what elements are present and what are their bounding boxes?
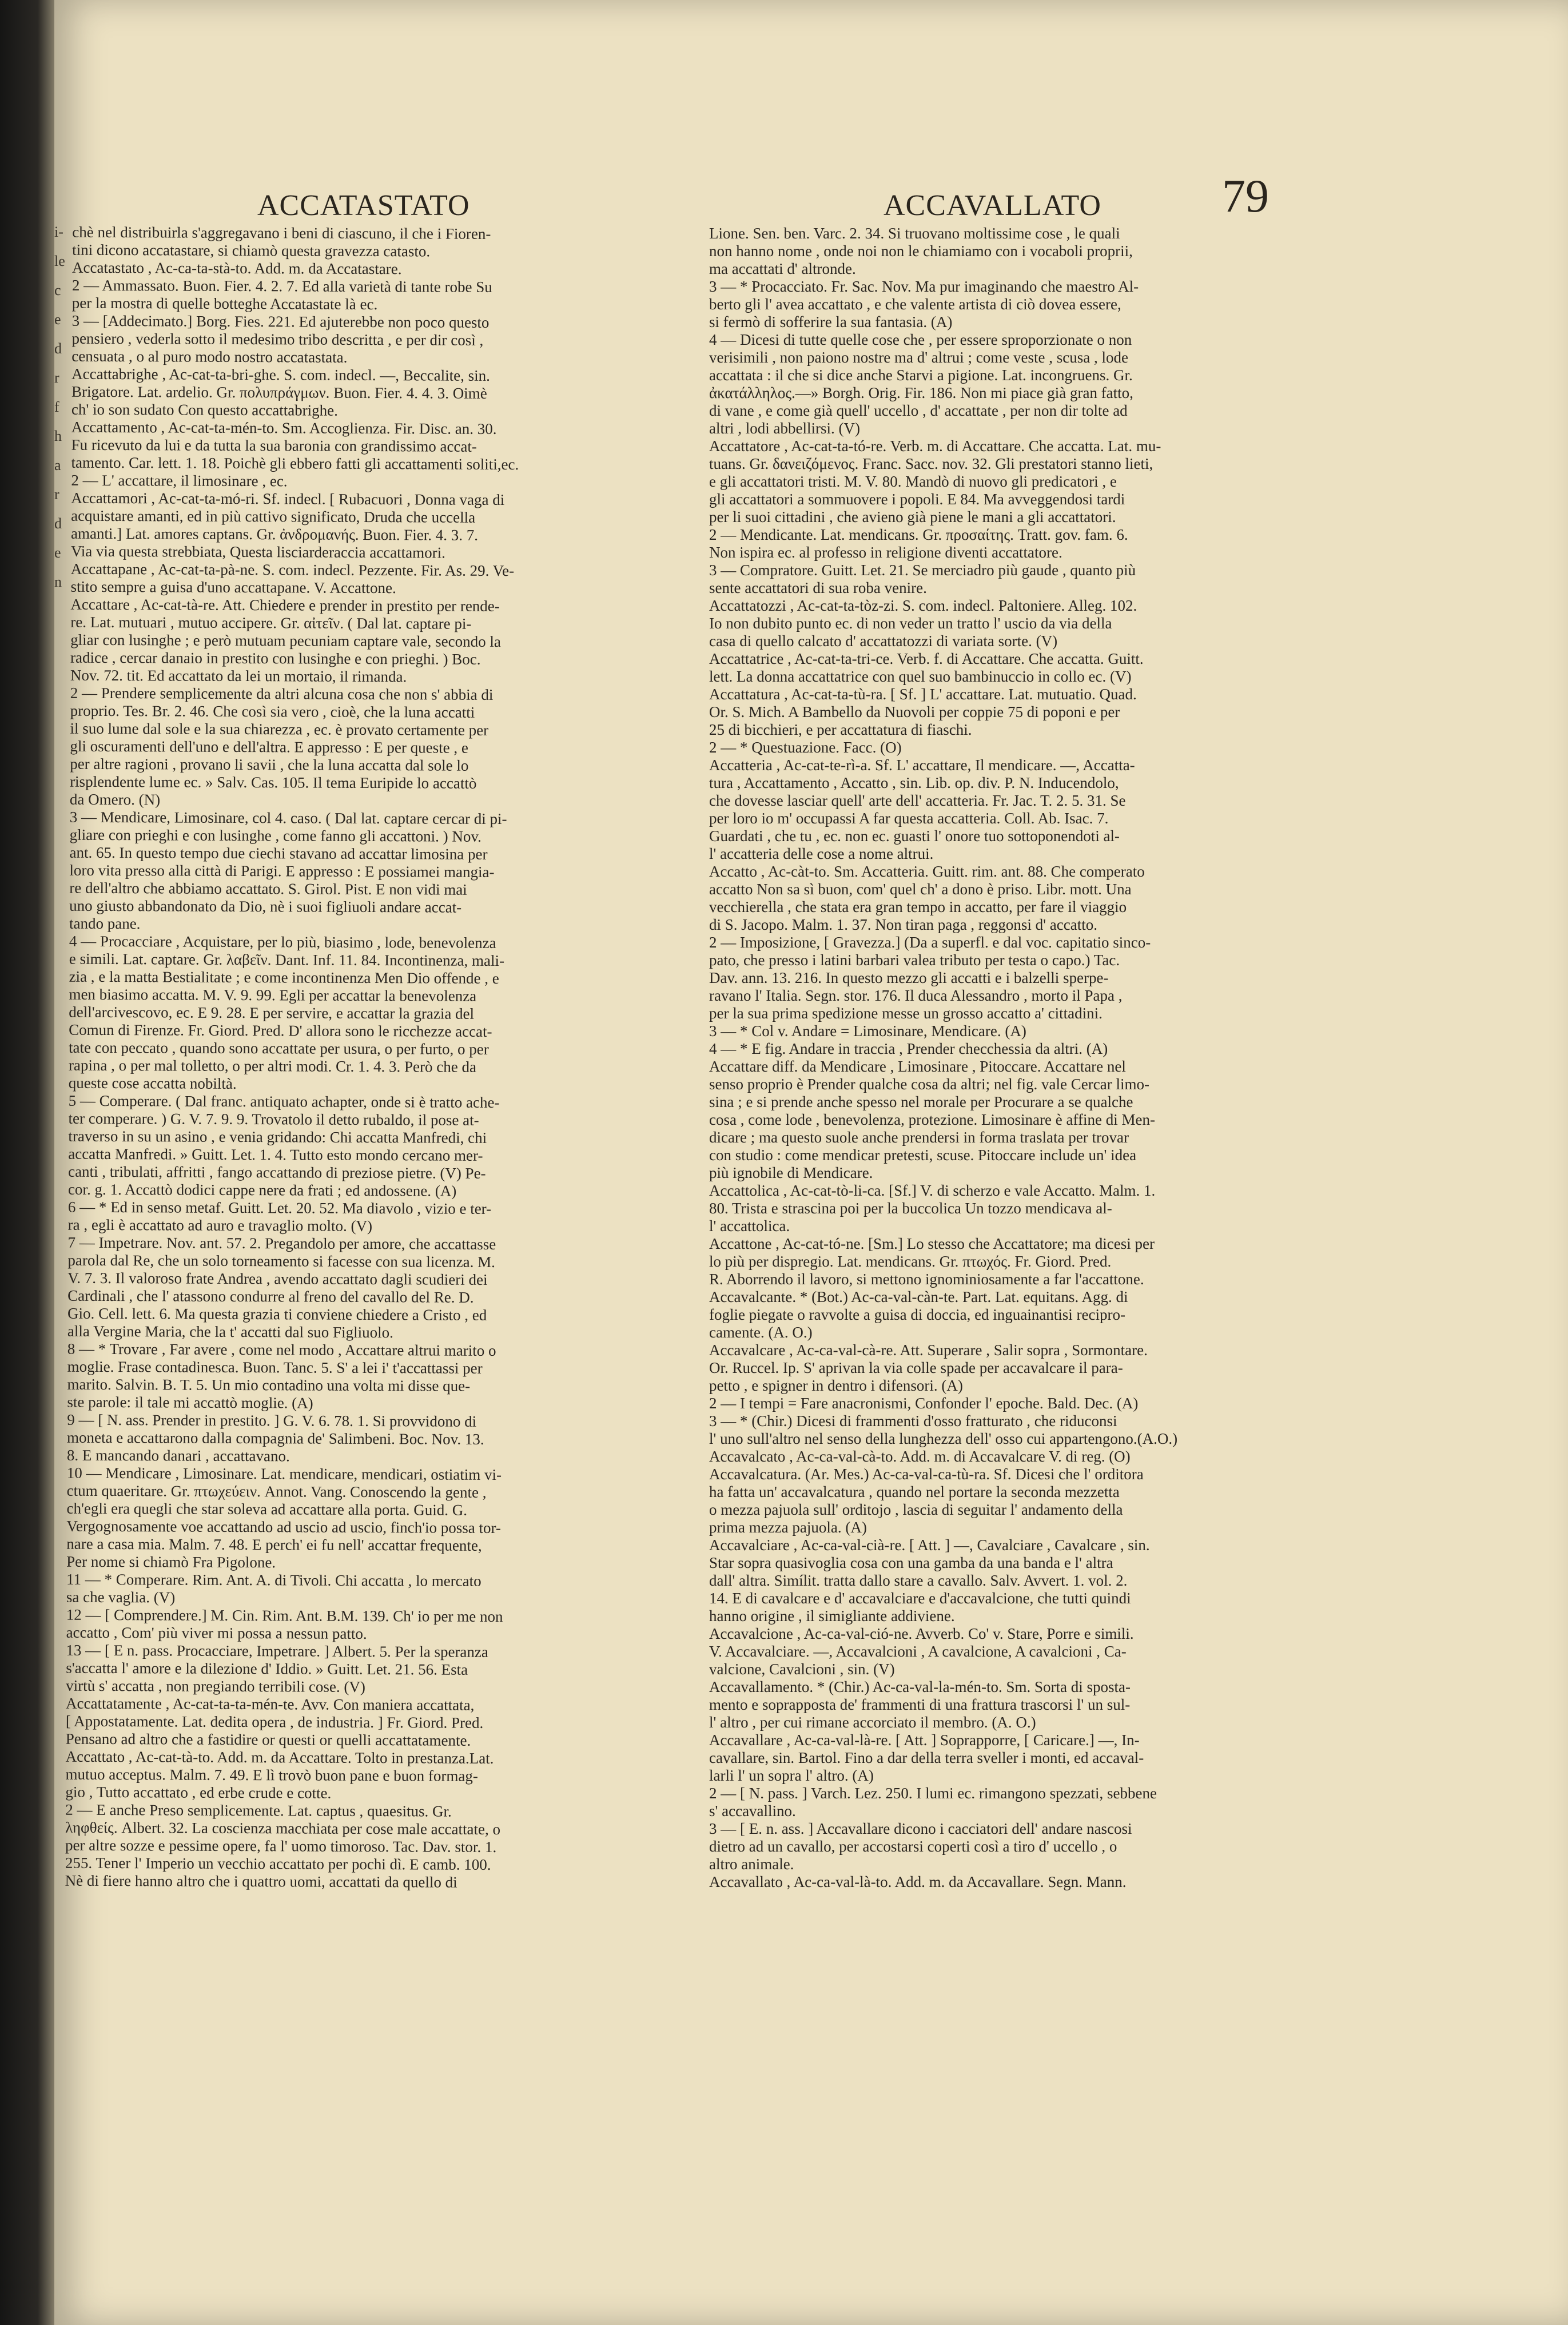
entry-line: di vane , e come già quell' uccello , d' accattate , per non dir tolte ad [709, 402, 1128, 419]
entry-line: 3 — [Addecimato.] Borg. Fies. 221. Ed ajuterebbe non poco questo [71, 312, 489, 331]
entry-line: l' accattolica. [709, 1217, 790, 1235]
entry-line: Accavallare , Ac-ca-val-là-re. [ Att. ] Soprapporre, [ Caricare.] —, In- [709, 1731, 1140, 1749]
left-column-header: ACCATASTATO [257, 189, 470, 222]
entry-line: Accatto , Ac-càt-to. Sm. Accatteria. Guitt. rim. ant. 88. Che comperato [709, 863, 1145, 880]
entry-line: valcione, Cavalcioni , sin. (V) [709, 1661, 895, 1678]
entry-line: berto gli l' avea accattato , e che valente artista di ciò dovea essere, [709, 296, 1121, 313]
entry-line: ra , egli è accattato ad auro e travaglio molto. (V) [67, 1216, 373, 1235]
entry-line: Accattare , Ac-cat-tà-re. Att. Chiedere e prender in prestito per rende- [70, 595, 500, 615]
entry-line: sente accattatori di sua roba venire. [709, 579, 927, 596]
entry-line: cor. g. 1. Accattò dodici cappe nere da frati ; ed andossene. (A) [67, 1180, 457, 1200]
entry-line: Or. S. Mich. A Bambello da Nuovoli per coppie 75 di poponi e per [709, 703, 1120, 720]
entry-line: Accattapane , Ac-cat-ta-pà-ne. S. com. indecl. Pezzente. Fir. As. 29. Ve- [70, 560, 515, 580]
entry-line: 2 — Prendere semplicemente da altri alcuna cosa che non s' abbia di [70, 684, 494, 703]
entry-line: per altre ragioni , provano li savii , che la luna accatta dal sole lo [70, 755, 469, 774]
entry-line: cavallare, sin. Bartol. Fino a dar della terra sveller i monti, ed accaval- [709, 1749, 1144, 1766]
entry-line: foglie piegate o ravvolte a guisa di doccia, ed inguainantisi recipro- [709, 1306, 1125, 1323]
entry-line: gli accattatori a sommuovere i popoli. E 84. Ma avveggendosi tardi [709, 491, 1125, 508]
entry-line: e simili. Lat. captare. Gr. λαβεῖν. Dant. Inf. 11. 84. Incontinenza, mali- [69, 950, 505, 970]
entry-line: nare a casa mia. Malm. 7. 48. E perch' ei fu nell' accattar frequente, [66, 1535, 482, 1554]
entry-line: l' uno sull'altro nel senso della lunghezza dell' osso cui appartengono.(A.O.) [709, 1430, 1178, 1447]
entry-line: 3 — * Col v. Andare = Limosinare, Mendicare. (A) [709, 1022, 1026, 1040]
entry-line: 3 — * Procacciato. Fr. Sac. Nov. Ma pur imaginando che maestro Al- [709, 278, 1139, 295]
entry-line: Accattatrice , Ac-cat-ta-tri-ce. Verb. f. di Accattare. Che accatta. Guitt. [709, 650, 1144, 667]
entry-line: Accattamento , Ac-cat-ta-mén-to. Sm. Accoglienza. Fir. Disc. an. 30. [71, 418, 497, 437]
entry-line: censuata , o al puro modo nostro accatastata. [71, 347, 348, 366]
entry-line: Accattato , Ac-cat-tà-to. Add. m. da Accattare. Tolto in prestanza.Lat. [65, 1747, 494, 1767]
entry-line: alla Vergine Maria, che la t' accatti dal suo Figliuolo. [67, 1322, 393, 1341]
entry-line: Accavalcione , Ac-ca-val-ció-ne. Avverb. Co' v. Stare, Porre e simili. [709, 1625, 1134, 1642]
entry-line: 3 — Mendicare, Limosinare, col 4. caso. ( Dal lat. captare cercar di pi- [69, 808, 507, 828]
entry-line: l' accatteria delle cose a nome altrui. [709, 845, 934, 862]
entry-line: Per nome si chiamò Fra Pigolone. [66, 1552, 276, 1571]
entry-line: Fu ricevuto da lui e da tutta la sua baronia con grandissimo accat- [71, 436, 477, 455]
entry-line: 2 — Mendicante. Lat. mendicans. Gr. προσαίτης. Tratt. gov. fam. 6. [709, 526, 1128, 543]
entry-line: Accavallato , Ac-ca-val-là-to. Add. m. da Accavallare. Segn. Mann. [709, 1873, 1127, 1890]
entry-line: re dell'altro che abbiamo accattato. S. Girol. Pist. E non vidi mai [69, 879, 467, 898]
entry-line: con studio : come mendicar pretesti, scuse. Pitoccare include un' idea [709, 1146, 1137, 1164]
entry-line: tamento. Car. lett. 1. 18. Poichè gli ebbero fatti gli accattamenti soliti,ec. [71, 453, 519, 473]
entry-line: 2 — Imposizione, [ Gravezza.] (Da a superfl. e dal voc. capitatio sinco- [709, 934, 1151, 951]
entry-line: 2 — [ N. pass. ] Varch. Lez. 250. I lumi ec. rimangono spezzati, sebbene [709, 1785, 1157, 1802]
entry-line: 2 — * Questuazione. Facc. (O) [709, 739, 902, 756]
entry-line: dicare ; ma questo suole anche prendersi in forma traslata per trovar [709, 1129, 1129, 1146]
entry-line: dall' altra. Simílit. tratta dallo stare a cavallo. Salv. Avvert. 1. vol. 2. [709, 1572, 1128, 1589]
entry-line: [ Appostatamente. Lat. dedita opera , de industria. ] Fr. Giord. Pred. [65, 1712, 484, 1731]
entry-line: 8. E mancando danari , accattavano. [66, 1446, 290, 1465]
entry-line: virtù s' accatta , non pregiando terribili cose. (V) [66, 1677, 365, 1695]
entry-line: Pensano ad altro che a fastidire or questi or quelli accattatamente. [65, 1730, 471, 1749]
entry-line: Accavalciare , Ac-ca-val-cià-re. [ Att. ] —, Cavalciare , Cavalcare , sin. [709, 1536, 1150, 1554]
entry-line: senso proprio è Prender qualche cosa da altri; nel fig. vale Cercar limo- [709, 1076, 1149, 1093]
right-dictionary-column [709, 225, 1327, 1891]
entry-line: per la mostra di quelle botteghe Accatastate là ec. [71, 294, 378, 313]
entry-line: proprio. Tes. Br. 2. 46. Che così sia vero , cioè, che la luna accatti [70, 702, 475, 721]
entry-line: tura , Accattamento , Accatto , sin. Lib. op. div. P. N. Inducendolo, [709, 774, 1119, 791]
entry-line: 25 di bicchieri, e per accattatura di fiaschi. [709, 721, 972, 738]
entry-line: Non ispira ec. al professo in religione diventi accattatore. [709, 544, 1062, 561]
entry-line: 13 — [ E n. pass. Procacciare, Impetrare. ] Albert. 5. Per la speranza [66, 1641, 488, 1661]
entry-line: tuans. Gr. δανειζόμενος. Franc. Sacc. nov. 32. Gli prestatori stanno lieti, [709, 455, 1153, 472]
entry-line: casa di quello calcato d' accattatozzi di variata sorte. (V) [709, 632, 1058, 650]
entry-line: zia , e la matta Bestialitate ; e come incontinenza Men Dio offende , e [69, 968, 499, 987]
entry-line: Accattatozzi , Ac-cat-ta-tòz-zi. S. com. indecl. Paltoniere. Alleg. 102. [709, 597, 1137, 614]
entry-line: Nè di fiere hanno altro che i quattro uomi, accattati da quello di [65, 1872, 457, 1891]
entry-line: ctum quaeritare. Gr. πτωχεύειν. Annot. Vang. Conoscendo la gente , [66, 1482, 487, 1501]
entry-line: gliare con prieghi e con lusinghe , come fanno gli accattoni. ) Nov. [69, 826, 482, 845]
entry-line: camente. (A. O.) [709, 1324, 813, 1341]
entry-line: l' altro , per cui rimane accorciato il membro. (A. O.) [709, 1714, 1036, 1731]
entry-line: Guardati , che tu , ec. non ec. guasti l' onore tuo sottoponendoti al- [709, 827, 1120, 845]
entry-line: accattata : il che si dice anche Starvi a pigione. Lat. incongruens. Gr. [709, 367, 1133, 384]
entry-line: 255. Tener l' Imperio un vecchio accattato per pochi dì. E camb. 100. [65, 1854, 491, 1873]
entry-line: 7 — Impetrare. Nov. ant. 57. 2. Pregandolo per amore, che accattasse [67, 1233, 496, 1253]
entry-line: e gli accattatori tristi. M. V. 80. Mandò di nuovo gli predicatori , e [709, 473, 1117, 490]
entry-line: Nov. 72. tit. Ed accattato da lei un mortaio, il rimanda. [70, 666, 407, 686]
entry-line: 8 — * Trovare , Far avere , come nel modo , Accattare altrui marito o [67, 1340, 496, 1359]
entry-line: che dovesse lasciar quell' arte dell' accatteria. Fr. Jac. T. 2. 5. 31. Se [709, 792, 1126, 809]
entry-line: dell'arcivescovo, ec. E 9. 28. E per servire, e accattar la grazia del [69, 1003, 475, 1022]
entry-line: prima mezza pajuola. (A) [709, 1519, 867, 1536]
entry-line: Lione. Sen. ben. Varc. 2. 34. Si truovano moltissime cose , le quali [709, 225, 1120, 242]
entry-line: Accavalcatura. (Ar. Mes.) Ac-ca-val-ca-tù-ra. Sf. Dicesi che l' orditora [709, 1466, 1144, 1483]
entry-line: ste parole: il tale mi accattò moglie. (A) [67, 1393, 313, 1412]
entry-line: da Omero. (N) [69, 790, 161, 809]
entry-line: ter comperare. ) G. V. 7. 9. 9. Trovatolo il detto rubaldo, il pose at- [68, 1109, 479, 1129]
entry-line: canti , tribulati, affritti , fango accattando di preziose pietre. (V) Pe- [68, 1162, 486, 1182]
entry-line: cosa , come lode , benevolenza, protezione. Limosinare è affine di Men- [709, 1111, 1155, 1128]
entry-line: ma accattati d' altronde. [709, 260, 856, 277]
entry-line: Accattare diff. da Mendicare , Limosinare , Pitoccare. Accattare nel [709, 1058, 1126, 1075]
entry-line: mento e soprapposta de' frammenti di una frattura trascorsi l' un sul- [709, 1696, 1131, 1713]
entry-line: pensiero , vederla sotto il medesimo tribo descritta , e per dir così , [71, 329, 484, 349]
entry-line: Io non dubito punto ec. di non veder un tratto l' uscio da via della [709, 615, 1112, 632]
entry-line: mutuo acceptus. Malm. 7. 49. E lì trovò buon pane e buon formag- [65, 1765, 478, 1785]
entry-line: Star sopra quasivoglia cosa con una gamba da una banda e l' altra [709, 1554, 1113, 1571]
entry-line: Accattatore , Ac-cat-ta-tó-re. Verb. m. di Accattare. Che accatta. Lat. mu- [709, 437, 1161, 455]
entry-line: Dav. ann. 13. 216. In questo mezzo gli accatti e i balzelli sperpe- [709, 969, 1109, 986]
entry-line: 3 — [ E. n. ass. ] Accavallare dicono i cacciatori dell' andare nascosi [709, 1820, 1132, 1837]
entry-line: petto , e spigner in dentro i difensori. (A) [709, 1377, 963, 1394]
previous-page-gutter-fragments: i- le c e d r f h a r d e n [54, 224, 65, 590]
entry-line: Comun di Firenze. Fr. Giord. Pred. D' allora sono le ricchezze accat- [69, 1021, 492, 1040]
entry-line: ch'egli era quegli che star soleva ad accattare alla porta. Guid. G. [66, 1499, 468, 1519]
entry-line: ant. 65. In questo tempo due ciechi stavano ad accattar limosina per [69, 843, 488, 863]
entry-line: tini dicono accatastare, si chiamò questa gravezza catasto. [72, 241, 431, 260]
entry-line: Accavalcare , Ac-ca-val-cà-re. Att. Superare , Salir sopra , Sormontare. [709, 1341, 1148, 1359]
entry-line: accatto Non sa sì buon, com' quel ch' a dono è priso. Libr. mott. Una [709, 881, 1132, 898]
entry-line: 80. Trista e strascina poi per la buccolica Un tozzo mendicava al- [709, 1200, 1112, 1217]
entry-line: lo più per dispregio. Lat. mendicans. Gr. πτωχός. Fr. Giord. Pred. [709, 1253, 1112, 1270]
entry-line: parola dal Re, che un solo torneamento si facesse con sua licenza. M. [67, 1251, 495, 1271]
entry-line: Accattone , Ac-cat-tó-ne. [Sm.] Lo stesso che Accattatore; ma dicesi per [709, 1235, 1155, 1252]
entry-line: non hanno nome , onde noi non le chiamiamo con i vocaboli proprii, [709, 242, 1133, 260]
entry-line: gli oscuramenti dell'uno e dell'altra. E appresso : E per queste , e [70, 737, 468, 757]
entry-line: Accavallamento. * (Chir.) Ac-ca-val-la-mén-to. Sm. Sorta di sposta- [709, 1678, 1131, 1695]
entry-line: per la sua prima spedizione messe un grosso accatto a' cittadini. [709, 1005, 1103, 1022]
entry-line: sa che vaglia. (V) [66, 1588, 176, 1606]
entry-line: s' accavallino. [709, 1802, 796, 1820]
entry-line: acquistare amanti, ed in più cattivo significato, Druda che uccella [71, 507, 476, 526]
entry-line: 12 — [ Comprendere.] M. Cin. Rim. Ant. B.M. 139. Ch' io per me non [66, 1606, 503, 1626]
entry-line: 2 — I tempi = Fare anacronismi, Confonder l' epoche. Bald. Dec. (A) [709, 1395, 1139, 1412]
entry-line: per li suoi cittadini , che avieno già piene le mani a gli accattatori. [709, 508, 1116, 525]
entry-line: radice , cercar danaio in prestito con lusinghe e con prieghi. ) Boc. [70, 648, 481, 668]
entry-line: moglie. Frase contadinesca. Buon. Tanc. 5. S' a lei i' t'accattassi per [67, 1357, 483, 1377]
entry-line: tando pane. [69, 914, 141, 933]
entry-line: risplendente lume ec. » Salv. Cas. 105. Il tema Euripide lo accattò [70, 773, 477, 792]
entry-line: Accatteria , Ac-cat-te-rì-a. Sf. L' accattare, Il mendicare. —, Accatta- [709, 757, 1135, 774]
entry-line: lett. La donna accattatrice con quel suo bambinuccio in collo ec. (V) [709, 668, 1132, 685]
entry-line: Or. Ruccel. Ip. S' aprivan la via colle spade per accavalcare il para- [709, 1359, 1123, 1376]
entry-line: Accavalcato , Ac-ca-val-cà-to. Add. m. di Accavalcare V. di reg. (O) [709, 1448, 1131, 1465]
page-number: 79 [1222, 170, 1269, 222]
entry-line: 2 — Ammassato. Buon. Fier. 4. 2. 7. Ed alla varietà di tante robe Su [71, 276, 492, 296]
entry-line: men biasimo accatta. M. V. 9. 99. Egli per accattar la benevolenza [69, 985, 477, 1005]
entry-line: altri , lodi abbellirsi. (V) [709, 420, 860, 437]
entry-line: Cardinali , che l' atassono condurre al freno del cavallo del Re. D. [67, 1287, 474, 1306]
right-column-header: ACCAVALLATO [884, 189, 1101, 222]
entry-line: loro vita presso alla città di Parigi. E appresso : E possiamei mangia- [69, 861, 495, 881]
entry-line: Via via questa strebbiata, Questa lisciarderaccia accattamori. [70, 542, 445, 562]
entry-line: moneta e accattarono dalla compagnia de' Salimbeni. Boc. Nov. 13. [67, 1428, 484, 1448]
entry-line: stito sempre a guisa d'uno accattapane. V. Accattone. [70, 578, 396, 597]
entry-line: Accatastato , Ac-ca-ta-stà-to. Add. m. da Accatastare. [71, 258, 402, 278]
entry-line: per altre sozze e pessime opere, fa l' uomo timoroso. Tac. Dav. stor. 1. [65, 1836, 497, 1856]
left-dictionary-column [65, 224, 673, 1893]
entry-line: re. Lat. mutuari , mutuo accipere. Gr. αἰτεῖν. ( Dal lat. captare pi- [70, 613, 472, 632]
entry-line: Accattamori , Ac-cat-ta-mó-ri. Sf. indecl. [ Rubacuori , Donna vaga di [71, 489, 505, 509]
entry-line: 2 — E anche Preso semplicemente. Lat. captus , quaesitus. Gr. [65, 1801, 452, 1820]
book-page [54, 0, 1568, 2325]
entry-line: Vergognosamente voe accattando ad uscio ad uscio, finch'io possa tor- [66, 1517, 502, 1537]
entry-line: Accavalcante. * (Bot.) Ac-ca-val-càn-te. Part. Lat. equitans. Agg. di [709, 1288, 1128, 1305]
entry-line: queste cose accatta nobiltà. [68, 1074, 237, 1092]
entry-line: ch' io son sudato Con questo accattabrighe. [71, 400, 339, 419]
entry-line: 4 — Procacciare , Acquistare, per lo più, biasimo , lode, benevolenza [69, 932, 496, 952]
entry-line: per loro io m' occupassi A far questa accatteria. Coll. Ab. Isac. 7. [709, 810, 1109, 827]
entry-line: 3 — * (Chir.) Dicesi di frammenti d'osso fratturato , che riduconsi [709, 1412, 1117, 1430]
entry-line: più ignobile di Mendicare. [709, 1164, 873, 1181]
entry-line: ληφθείς. Albert. 32. La coscienza macchiata per cose male accattate, o [65, 1818, 501, 1838]
entry-line: il suo lume dal sole e la sua chiarezza , ec. è provato certamente per [70, 719, 489, 739]
entry-line: si fermò di sofferire la sua fantasia. (A) [709, 313, 953, 331]
entry-line: gio , Tutto accattato , ed erbe crude e cotte. [65, 1783, 332, 1802]
entry-line: 3 — Compratore. Guitt. Let. 21. Se merciadro più gaude , quanto più [709, 562, 1136, 579]
entry-line: accatto , Com' più viver mi possa a nessun patto. [66, 1623, 367, 1642]
entry-line: Accattabrighe , Ac-cat-ta-bri-ghe. S. com. indecl. —, Beccalite, sin. [71, 365, 490, 384]
entry-line: 5 — Comperare. ( Dal franc. antiquato achapter, onde si è tratto ache- [68, 1092, 500, 1111]
entry-line: ravano l' Italia. Segn. stor. 176. Il duca Alessandro , morto il Papa , [709, 987, 1123, 1004]
entry-line: R. Aborrendo il lavoro, si mettono ignominiosamente a far l'accattone. [709, 1271, 1144, 1288]
entry-line: pato, che presso i latini barbari valea tributo per testa o capo.) Tac. [709, 952, 1120, 969]
entry-line: vecchierella , che stata era gran tempo in accatto, per fare il viaggio [709, 898, 1127, 915]
entry-line: marito. Salvin. B. T. 5. Un mio contadino una volta mi disse que- [67, 1375, 471, 1395]
entry-line: Accattatamente , Ac-cat-ta-ta-mén-te. Avv. Con maniera accattata, [66, 1694, 475, 1714]
entry-line: V. Accavalciare. —, Accavalcioni , A cavalcione, A cavalcioni , Ca- [709, 1643, 1127, 1660]
entry-line: 14. E di cavalcare e d' accavalciare e d'accavalcione, che tutti quindi [709, 1590, 1131, 1607]
entry-line: accatta Manfredi. » Guitt. Let. 1. 4. Tutto esto mondo cercano mer- [68, 1145, 483, 1164]
entry-line: o mezza pajuola sull' orditojo , lascia di seguitar l' andamento della [709, 1501, 1123, 1518]
entry-line: chè nel distribuirla s'aggregavano i beni di ciascuno, il che i Fioren- [72, 223, 491, 242]
entry-line: di S. Jacopo. Malm. 1. 37. Non tiran paga , reggonsi d' accatto. [709, 916, 1097, 933]
entry-line: V. 7. 3. Il valoroso frate Andrea , avendo accattato dagli scudieri dei [67, 1269, 488, 1288]
entry-line: Gio. Cell. lett. 6. Ma questa grazia ti conviene chiedere a Cristo , ed [67, 1304, 487, 1324]
entry-line: verisimili , non paiono nostre ma d' altrui ; come veste , scusa , lode [709, 349, 1128, 366]
entry-line: s'accatta l' amore e la dilezione d' Iddio. » Guitt. Let. 21. 56. Esta [66, 1659, 468, 1678]
entry-line: 2 — L' accattare, il limosinare , ec. [71, 471, 288, 490]
entry-line: rapina , o per mal tolletto, o per altri modi. Cr. 1. 4. 3. Però che da [68, 1056, 477, 1076]
entry-line: 4 — * E fig. Andare in traccia , Prender checchessia da altri. (A) [709, 1040, 1108, 1057]
entry-line: uno giusto abbandonato da Dio, nè i suoi figliuoli andare accat- [69, 897, 462, 916]
entry-line: altro animale. [709, 1856, 794, 1873]
entry-line: amanti.] Lat. amores captans. Gr. ἀνδρομανής. Buon. Fier. 4. 3. 7. [70, 524, 479, 544]
entry-line: 4 — Dicesi di tutte quelle cose che , per essere sproporzionate o non [709, 331, 1132, 348]
entry-line: Accattatura , Ac-cat-ta-tù-ra. [ Sf. ] L' accattare. Lat. mutuatio. Quad. [709, 686, 1137, 703]
entry-line: ha fatta un' accavalcatura , quando nel portare la seconda mezzetta [709, 1483, 1120, 1500]
entry-line: hanno origine , il simigliante addiviene. [709, 1607, 955, 1625]
entry-line: ἀκατάλληλος.—» Borgh. Orig. Fir. 186. Non mi piace già gran fatto, [709, 384, 1133, 401]
entry-line: dietro ad un cavallo, per accostarsi coperti così a tiro d' uccello , o [709, 1838, 1117, 1855]
entry-line: sina ; e si prende anche spesso nel morale per Procurare a se qualche [709, 1093, 1133, 1110]
entry-line: larli l' un sopra l' altro. (A) [709, 1767, 874, 1784]
entry-line: traverso in su un asino , e venia gridando: Chi accatta Manfredi, chi [68, 1127, 487, 1146]
entry-line: 6 — * Ed in senso metaf. Guitt. Let. 20. 52. Ma diavolo , vizio e ter- [67, 1198, 492, 1217]
entry-line: 9 — [ N. ass. Prender in prestito. ] G. V. 6. 78. 1. Si provvidono di [67, 1411, 477, 1430]
entry-line: gliar con lusinghe ; e però mutuam pecuniam captare vale, secondo la [70, 631, 501, 651]
entry-line: 10 — Mendicare , Limosinare. Lat. mendicare, mendicari, ostiatim vi- [66, 1464, 502, 1484]
entry-line: tate con peccato , quando sono accattate per usura, o per furto, o per [69, 1038, 489, 1058]
entry-line: Brigatore. Lat. ardelio. Gr. πολυπράγμων. Buon. Fier. 4. 4. 3. Oimè [71, 383, 487, 402]
entry-line: Accattolica , Ac-cat-tò-li-ca. [Sf.] V. di scherzo e vale Accatto. Malm. 1. [709, 1182, 1156, 1199]
entry-line: 11 — * Comperare. Rim. Ant. A. di Tivoli. Chi accatta , lo mercato [66, 1570, 481, 1590]
